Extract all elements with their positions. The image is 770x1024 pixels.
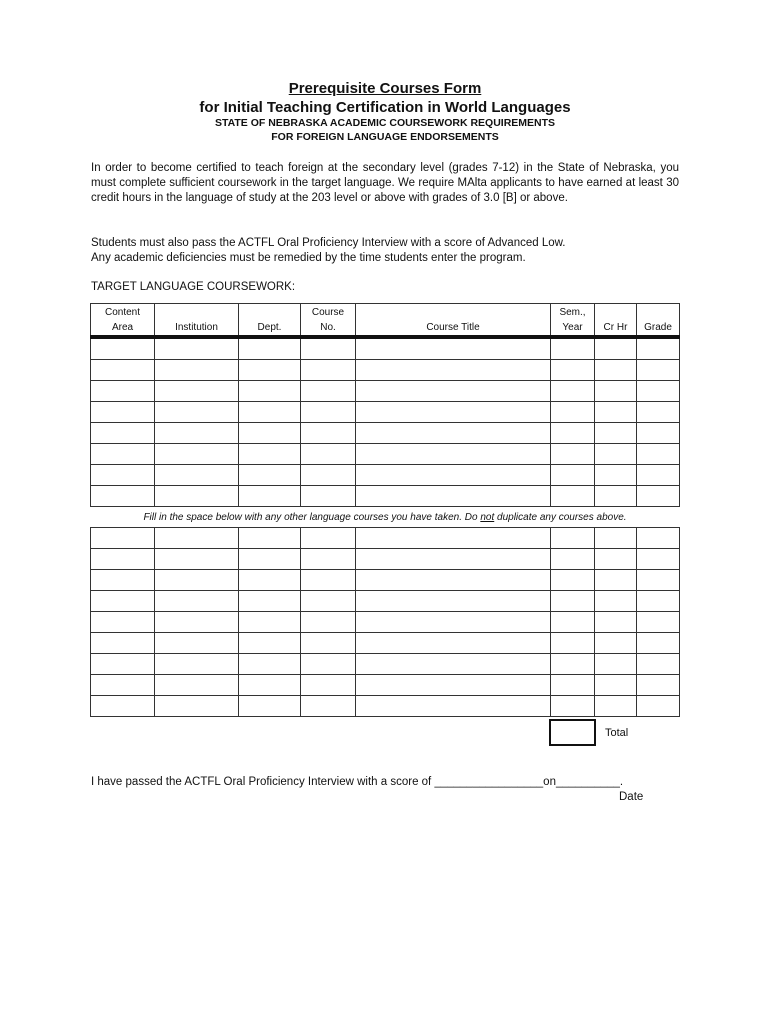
table-cell[interactable] bbox=[637, 549, 680, 570]
table-cell[interactable] bbox=[637, 591, 680, 612]
table-cell[interactable] bbox=[595, 444, 637, 465]
table-cell[interactable] bbox=[239, 570, 301, 591]
table-cell[interactable] bbox=[301, 591, 356, 612]
table-cell[interactable] bbox=[595, 528, 637, 549]
table-cell[interactable] bbox=[239, 591, 301, 612]
table-cell[interactable] bbox=[637, 528, 680, 549]
table-cell[interactable] bbox=[91, 402, 155, 423]
header-content-area: Content Area bbox=[91, 304, 155, 338]
table-cell[interactable] bbox=[155, 486, 239, 507]
table-cell[interactable] bbox=[551, 465, 595, 486]
table-cell[interactable] bbox=[155, 696, 239, 717]
table-cell[interactable] bbox=[239, 654, 301, 675]
table-cell[interactable] bbox=[239, 633, 301, 654]
table-row bbox=[91, 633, 680, 654]
table-cell[interactable] bbox=[356, 486, 551, 507]
table-row bbox=[91, 696, 680, 717]
table-cell[interactable] bbox=[301, 465, 356, 486]
form-heading-endorsements: FOR FOREIGN LANGUAGE ENDORSEMENTS bbox=[271, 131, 499, 143]
table-cell[interactable] bbox=[595, 675, 637, 696]
form-title: Prerequisite Courses Form bbox=[288, 80, 482, 97]
table-cell[interactable] bbox=[155, 444, 239, 465]
table-cell[interactable] bbox=[637, 402, 680, 423]
table-cell[interactable] bbox=[551, 591, 595, 612]
table-row bbox=[91, 549, 680, 570]
table-row bbox=[91, 675, 680, 696]
table-cell[interactable] bbox=[637, 444, 680, 465]
table-cell[interactable] bbox=[301, 337, 356, 360]
table-row bbox=[91, 337, 680, 360]
table-cell[interactable] bbox=[239, 402, 301, 423]
table-cell[interactable] bbox=[91, 444, 155, 465]
table-cell[interactable] bbox=[356, 423, 551, 444]
table-cell[interactable] bbox=[301, 696, 356, 717]
date-label: Date bbox=[619, 791, 644, 803]
table-cell[interactable] bbox=[637, 654, 680, 675]
table-cell[interactable] bbox=[595, 612, 637, 633]
table-cell[interactable] bbox=[239, 486, 301, 507]
table-cell[interactable] bbox=[595, 360, 637, 381]
table-row bbox=[91, 486, 680, 507]
table-cell[interactable] bbox=[301, 444, 356, 465]
table-cell[interactable] bbox=[301, 423, 356, 444]
total-credit-hours-field[interactable] bbox=[549, 719, 596, 746]
table-cell[interactable] bbox=[239, 549, 301, 570]
table-cell[interactable] bbox=[551, 654, 595, 675]
table-cell[interactable] bbox=[595, 570, 637, 591]
table-cell[interactable] bbox=[91, 381, 155, 402]
header-course-title: Course Title bbox=[356, 304, 551, 338]
table-row bbox=[91, 465, 680, 486]
table-cell[interactable] bbox=[595, 465, 637, 486]
table-cell[interactable] bbox=[551, 675, 595, 696]
table-cell[interactable] bbox=[301, 675, 356, 696]
table-row bbox=[91, 423, 680, 444]
table-cell[interactable] bbox=[155, 549, 239, 570]
table-cell[interactable] bbox=[155, 381, 239, 402]
table-cell[interactable] bbox=[91, 633, 155, 654]
section-label: TARGET LANGUAGE COURSEWORK: bbox=[91, 281, 296, 293]
header-cr-hr: Cr Hr bbox=[595, 304, 637, 338]
table-cell[interactable] bbox=[301, 654, 356, 675]
table-cell[interactable] bbox=[637, 486, 680, 507]
table-cell[interactable] bbox=[637, 423, 680, 444]
table-cell[interactable] bbox=[155, 654, 239, 675]
table-cell[interactable] bbox=[356, 528, 551, 549]
table-cell[interactable] bbox=[356, 654, 551, 675]
table-cell[interactable] bbox=[551, 612, 595, 633]
table-cell[interactable] bbox=[595, 423, 637, 444]
table-cell[interactable] bbox=[91, 675, 155, 696]
table-cell[interactable] bbox=[551, 381, 595, 402]
table-cell[interactable] bbox=[239, 337, 301, 360]
table-cell[interactable] bbox=[239, 444, 301, 465]
table-cell[interactable] bbox=[301, 612, 356, 633]
header-institution: Institution bbox=[155, 304, 239, 338]
table-cell[interactable] bbox=[551, 423, 595, 444]
actfl-line-2: Any academic deficiencies must be remedied by the time students enter the program. bbox=[91, 252, 526, 264]
table-cell[interactable] bbox=[239, 381, 301, 402]
table-row bbox=[91, 402, 680, 423]
table-cell[interactable] bbox=[637, 360, 680, 381]
table-cell[interactable] bbox=[155, 528, 239, 549]
table-cell[interactable] bbox=[91, 696, 155, 717]
table-cell[interactable] bbox=[637, 337, 680, 360]
table-cell[interactable] bbox=[91, 360, 155, 381]
table-cell[interactable] bbox=[91, 486, 155, 507]
table-cell[interactable] bbox=[595, 633, 637, 654]
table-cell[interactable] bbox=[356, 402, 551, 423]
form-heading-requirements: STATE OF NEBRASKA ACADEMIC COURSEWORK REQUIREMENTS bbox=[214, 117, 556, 129]
actfl-paragraph bbox=[91, 236, 679, 266]
table-cell[interactable] bbox=[356, 360, 551, 381]
table-cell[interactable] bbox=[155, 570, 239, 591]
table-cell[interactable] bbox=[595, 696, 637, 717]
table-cell[interactable] bbox=[356, 591, 551, 612]
table-cell[interactable] bbox=[356, 612, 551, 633]
table-cell[interactable] bbox=[551, 528, 595, 549]
table-cell[interactable] bbox=[356, 633, 551, 654]
table-cell[interactable] bbox=[301, 402, 356, 423]
table-cell[interactable] bbox=[356, 549, 551, 570]
table-cell[interactable] bbox=[301, 486, 356, 507]
additional-courses-note: Fill in the space below with any other language courses you have taken. Do not duplicate any courses above. bbox=[143, 512, 627, 523]
table-cell[interactable] bbox=[637, 570, 680, 591]
table-cell[interactable] bbox=[155, 465, 239, 486]
table-cell[interactable] bbox=[595, 654, 637, 675]
table-cell[interactable] bbox=[551, 549, 595, 570]
table-cell[interactable] bbox=[551, 337, 595, 360]
table-cell[interactable] bbox=[91, 654, 155, 675]
table-row bbox=[91, 591, 680, 612]
table-cell[interactable] bbox=[155, 423, 239, 444]
table-cell[interactable] bbox=[595, 381, 637, 402]
table-cell[interactable] bbox=[637, 381, 680, 402]
table-cell[interactable] bbox=[155, 402, 239, 423]
table-cell[interactable] bbox=[239, 696, 301, 717]
table-cell[interactable] bbox=[239, 612, 301, 633]
table-cell[interactable] bbox=[356, 337, 551, 360]
table-cell[interactable] bbox=[637, 612, 680, 633]
table-cell[interactable] bbox=[551, 633, 595, 654]
table-cell[interactable] bbox=[301, 360, 356, 381]
actfl-score-statement: I have passed the ACTFL Oral Proficiency Interview with a score of _________________on__________. bbox=[91, 776, 624, 788]
table-row bbox=[91, 528, 680, 549]
table-cell[interactable] bbox=[155, 675, 239, 696]
table-cell[interactable] bbox=[91, 549, 155, 570]
table-cell[interactable] bbox=[155, 591, 239, 612]
table-cell[interactable] bbox=[155, 612, 239, 633]
table-cell[interactable] bbox=[551, 360, 595, 381]
header-grade: Grade bbox=[637, 304, 680, 338]
table-cell[interactable] bbox=[91, 337, 155, 360]
table-cell[interactable] bbox=[551, 444, 595, 465]
table-cell[interactable] bbox=[356, 675, 551, 696]
table-cell[interactable] bbox=[637, 465, 680, 486]
table-cell[interactable] bbox=[91, 591, 155, 612]
table-cell[interactable] bbox=[356, 696, 551, 717]
table-cell[interactable] bbox=[356, 444, 551, 465]
table-cell[interactable] bbox=[91, 423, 155, 444]
form-subtitle: for Initial Teaching Certification in World Languages bbox=[199, 99, 571, 116]
table-cell[interactable] bbox=[356, 381, 551, 402]
table-cell[interactable] bbox=[239, 675, 301, 696]
table-cell[interactable] bbox=[637, 675, 680, 696]
table-cell[interactable] bbox=[595, 402, 637, 423]
table-cell[interactable] bbox=[91, 465, 155, 486]
table-cell[interactable] bbox=[91, 570, 155, 591]
coursework-table bbox=[90, 303, 680, 507]
table-row bbox=[91, 444, 680, 465]
table-cell[interactable] bbox=[91, 612, 155, 633]
header-dept: Dept. bbox=[239, 304, 301, 338]
table-row bbox=[91, 612, 680, 633]
table-cell[interactable] bbox=[595, 337, 637, 360]
table-cell[interactable] bbox=[91, 528, 155, 549]
table-cell[interactable] bbox=[551, 570, 595, 591]
table-cell[interactable] bbox=[301, 570, 356, 591]
table-cell[interactable] bbox=[239, 423, 301, 444]
intro-paragraph: In order to become certified to teach foreign at the secondary level (grades 7-12) in the State of Nebraska, you must complete sufficient coursework in the target language. We require MAlta applicants to have earned at least 30 credit hours in the language of study at the 203 level or above with grades of 3.0 [B] or above. bbox=[91, 162, 679, 204]
table-cell[interactable] bbox=[301, 528, 356, 549]
table-row bbox=[91, 381, 680, 402]
table-cell[interactable] bbox=[239, 528, 301, 549]
table-cell[interactable] bbox=[301, 633, 356, 654]
header-sem-year: Sem., Year bbox=[551, 304, 595, 338]
table-cell[interactable] bbox=[551, 402, 595, 423]
table-cell[interactable] bbox=[155, 633, 239, 654]
table-row bbox=[91, 654, 680, 675]
table-cell[interactable] bbox=[595, 549, 637, 570]
additional-courses-table bbox=[90, 527, 680, 717]
table-cell[interactable] bbox=[637, 696, 680, 717]
table-cell[interactable] bbox=[239, 465, 301, 486]
table-cell[interactable] bbox=[356, 570, 551, 591]
total-label: Total bbox=[605, 727, 629, 739]
table-cell[interactable] bbox=[637, 633, 680, 654]
table-cell[interactable] bbox=[301, 549, 356, 570]
header-course-no: Course No. bbox=[301, 304, 356, 338]
table-cell[interactable] bbox=[239, 360, 301, 381]
table-cell[interactable] bbox=[595, 486, 637, 507]
actfl-line-1: Students must also pass the ACTFL Oral Proficiency Interview with a score of Advanced Low. bbox=[91, 237, 566, 249]
table-cell[interactable] bbox=[551, 486, 595, 507]
table-cell[interactable] bbox=[551, 696, 595, 717]
table-row bbox=[91, 360, 680, 381]
table-cell[interactable] bbox=[301, 381, 356, 402]
table-cell[interactable] bbox=[356, 465, 551, 486]
table-cell[interactable] bbox=[595, 591, 637, 612]
table-cell[interactable] bbox=[155, 337, 239, 360]
table-cell[interactable] bbox=[155, 360, 239, 381]
table-row bbox=[91, 570, 680, 591]
table-header-row bbox=[91, 304, 680, 338]
